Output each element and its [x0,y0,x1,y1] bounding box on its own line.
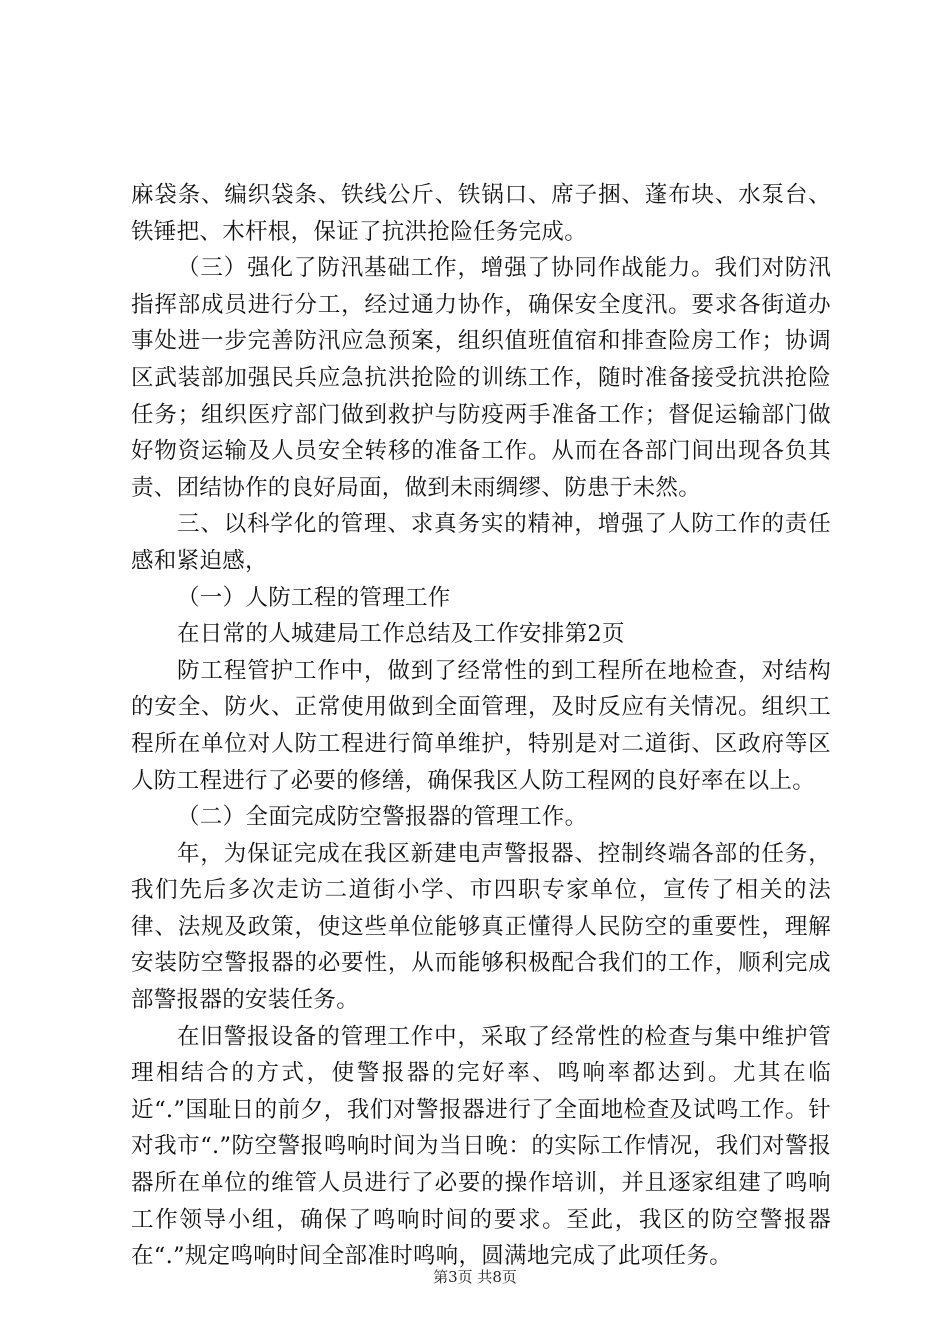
paragraph-continuation: 麻袋条、编织袋条、铁线公斤、铁锅口、席子捆、蓬布块、水泵台、铁锤把、木杆根，保证了抗洪抢险任务完成。 [131,182,831,245]
page-footer: 第3页 共8页 [433,1268,517,1286]
page-break-note: 在日常的人城建局工作总结及工作安排第2页 [177,621,625,648]
paragraph-engineering-maintenance: 防工程管护工作中，做到了经常性的到工程所在地检查，对结构的安全、防火、正常使用做到全面管理，及时反应有关情况。组织工程所在单位对人防工程进行简单维护，特别是对二道街、区政府等区人防工程进行了必要的修缮，确保我区人防工程网的良好率在以上。 [131,657,831,794]
paragraph-old-alarm-maintenance: 在旧警报设备的管理工作中，采取了经常性的检查与集中维护管理相结合的方式，使警报器的完好率、鸣响率都达到。尤其在临近“.”国耻日的前夕，我们对警报器进行了全面地检查及试鸣工作。针对我市“.”防空警报鸣响时间为当日晚：的实际工作情况，我们对警报器所在单位的维管人员进行了必要的操作培训，并且逐家组建了鸣响工作领导小组，确保了鸣响时间的要求。至此，我区的防空警报器在“.”规定鸣响时间全部准时鸣响，圆满地完成了此项任务。 [131,1023,831,1270]
paragraph-flood-prevention: （三）强化了防汛基础工作，增强了协同作战能力。我们对防汛指挥部成员进行分工，经过通力协作，确保安全度汛。要求各街道办事处进一步完善防汛应急预案，组织值班值宿和排查险房工作；协调区武装部加强民兵应急抗洪抢险的训练工作，随时准备接受抗洪抢险任务；组织医疗部门做到救护与防疫两手准备工作；督促运输部门做好物资运输及人员安全转移的准备工作。从而在各部门间出现各负其责、团结协作的良好局面，做到未雨绸缪、防患于未然。 [131,255,831,501]
subheading-alarm-management: （二）全面完成防空警报器的管理工作。 [177,804,588,831]
document-body [131,177,831,1275]
paragraph-alarm-installation: 年，为保证完成在我区新建电声警报器、控制终端各部的任务，我们先后多次走访二道街小学、市四职专家单位，宣传了相关的法律、法规及政策，使这些单位能够真正懂得人民防空的重要性，理解安装防空警报器的必要性，从而能够积极配合我们的工作，顺利完成部警报器的安装任务。 [131,840,831,1014]
subheading-engineering-management: （一）人防工程的管理工作 [177,584,451,611]
section-heading-civil-defense: 三、以科学化的管理、求真务实的精神，增强了人防工作的责任感和紧迫感， [131,511,831,574]
